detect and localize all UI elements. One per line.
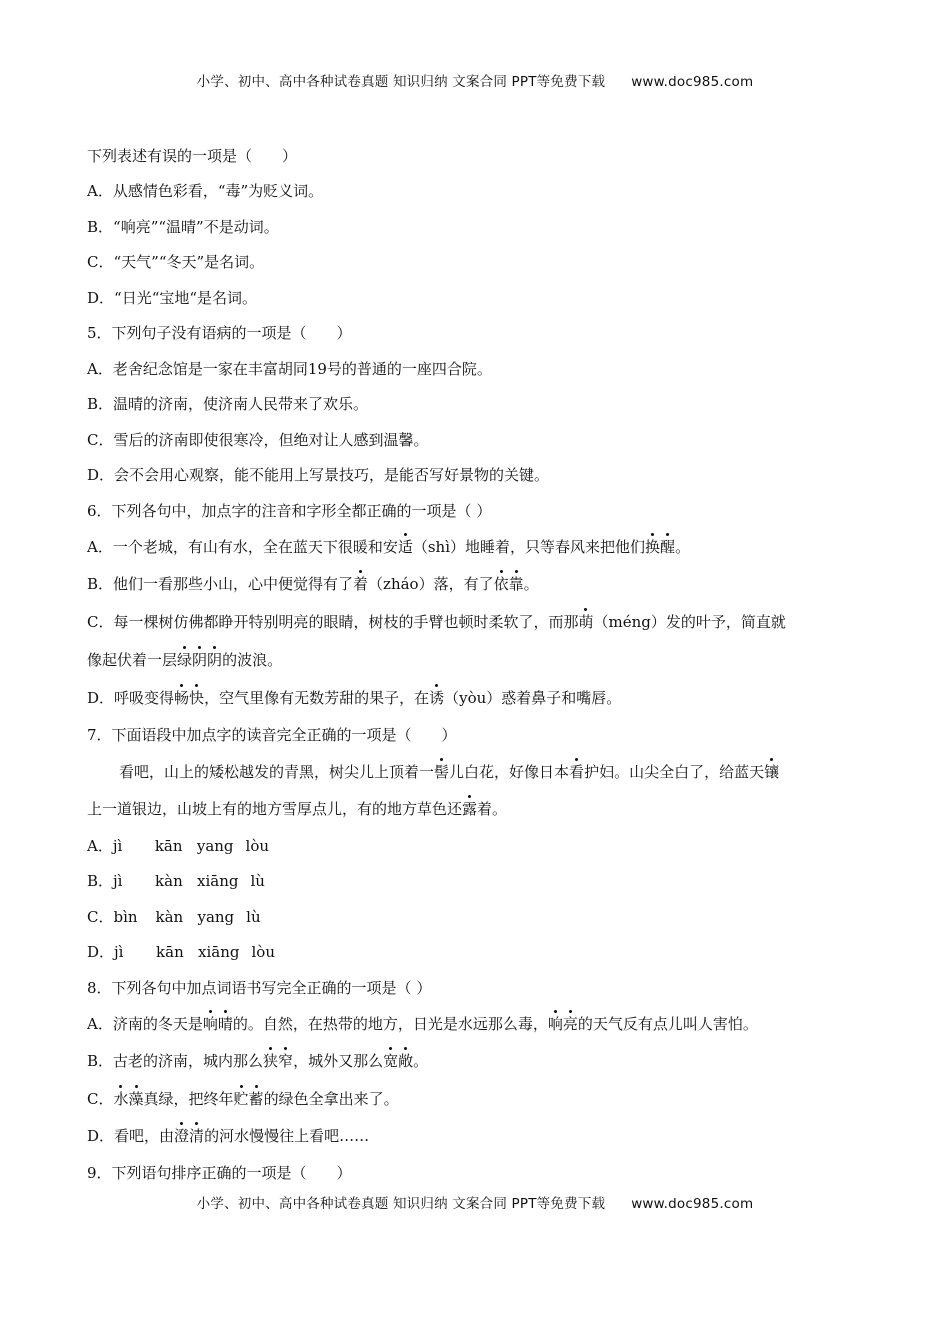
q6-option-b: B．他们一看那些小山，心中便觉得有了着（zháo）落，有了依靠。 xyxy=(87,575,539,593)
q8-option-d: D．看吧，由澄清的河水慢慢往上看吧…… xyxy=(87,1127,370,1145)
footer-text: 小学、初中、高中各种试卷真题 知识归纳 文案合同 PPT等免费下载 xyxy=(196,1196,606,1212)
q5-option-a: A．老舍纪念馆是一家在丰富胡同19号的普通的一座四合院。 xyxy=(87,360,492,378)
page-footer xyxy=(0,1192,950,1212)
q7-option-b: B．jì kàn xiāng lù xyxy=(87,872,265,890)
q7-stem: 7．下面语段中加点字的读音完全正确的一项是（ ） xyxy=(87,726,457,744)
q7-option-d: D．jì kān xiāng lòu xyxy=(87,943,275,961)
q5-option-b: B．温晴的济南，使济南人民带来了欢乐。 xyxy=(87,395,369,413)
q6-option-c-line2: 像起伏着一层绿阴阴的波浪。 xyxy=(87,651,283,669)
q5-option-c: C．雪后的济南即使很寒冷，但绝对让人感到温馨。 xyxy=(87,431,429,449)
q5-option-d: D．会不会用心观察，能不能用上写景技巧，是能否写好景物的关键。 xyxy=(87,466,550,484)
q8-option-b: B．古老的济南，城内那么狭窄，城外又那么宽敞。 xyxy=(87,1052,429,1070)
q7-passage-line2: 上一道银边，山坡上有的地方雪厚点儿，有的地方草色还露着。 xyxy=(87,800,508,818)
q7-passage-line1: 看吧，山上的矮松越发的青黑，树尖儿上顶着一髻儿白花，好像日本看护妇。山尖全白了，给蓝天镶 xyxy=(119,763,780,781)
q8-option-a: A．济南的冬天是响晴的。自然，在热带的地方，日光是水远那么毒，响亮的天气反有点儿叫人害怕。 xyxy=(87,1015,758,1033)
q6-option-a: A．一个老城，有山有水，全在蓝天下很暖和安适（shì）地睡着，只等春风来把他们换醒。 xyxy=(87,538,691,556)
q5-stem: 5．下列句子没有语病的一项是（ ） xyxy=(87,324,352,342)
footer-url[interactable]: www.doc985.com xyxy=(631,1196,754,1212)
header-text: 小学、初中、高中各种试卷真题 知识归纳 文案合同 PPT等免费下载 xyxy=(196,74,606,90)
q4-option-b: B．“响亮”“温晴”不是动词。 xyxy=(87,218,279,236)
q6-stem: 6．下列各句中，加点字的注音和字形全都正确的一项是（ ） xyxy=(87,502,492,520)
q4-option-a: A．从感情色彩看，“毒”为贬义词。 xyxy=(87,182,324,200)
header-url[interactable]: www.doc985.com xyxy=(631,74,754,90)
q4-option-d: D．“日光“宝地“是名词。 xyxy=(87,289,258,307)
q6-option-d: D．呼吸变得畅快，空气里像有无数芳甜的果子，在诱（yòu）惑着鼻子和嘴唇。 xyxy=(87,689,622,707)
q4-option-c: C．“天气”“冬天”是名词。 xyxy=(87,253,265,271)
q6-option-c-line1: C．每一棵树仿佛都睁开特别明亮的眼睛，树枝的手臂也顿时柔软了，而那萌（méng）发的叶予，简直就 xyxy=(87,613,786,631)
q8-option-c: C．水藻真绿，把终年贮蓄的绿色全拿出来了。 xyxy=(87,1090,399,1108)
q4-stem: 下列表述有误的一项是（ ） xyxy=(87,147,298,165)
q8-stem: 8．下列各句中加点词语书写完全正确的一项是（ ） xyxy=(87,979,432,997)
q9-stem: 9．下列语句排序正确的一项是（ ） xyxy=(87,1164,352,1182)
q7-option-c: C．bìn kàn yang lù xyxy=(87,908,261,926)
q7-option-a: A．jì kān yang lòu xyxy=(87,837,270,855)
page-header xyxy=(0,70,950,90)
